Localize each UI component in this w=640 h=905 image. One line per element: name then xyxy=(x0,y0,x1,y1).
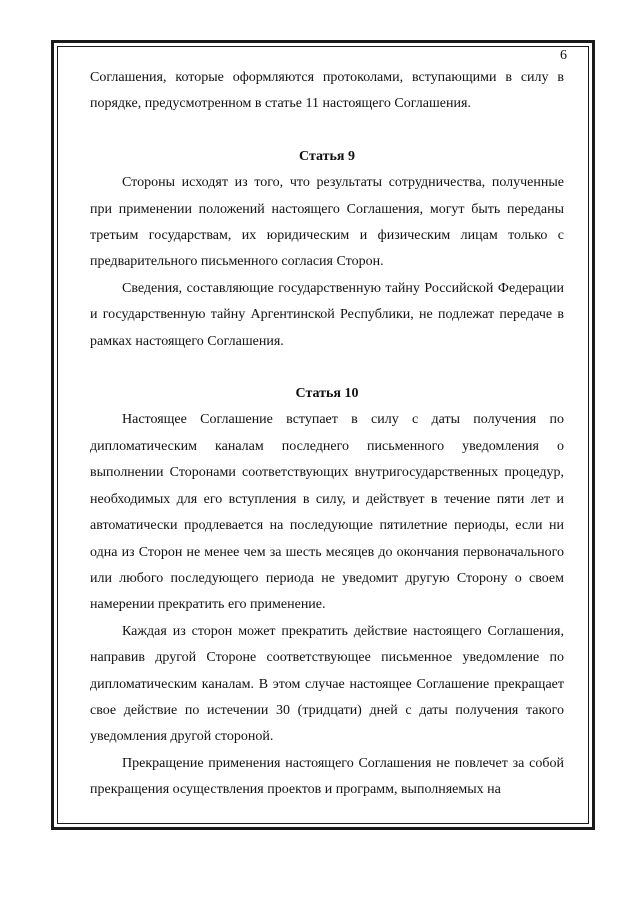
article-9-paragraph: Стороны исходят из того, что результаты сотрудничества, полученные при применении положений настоящего Соглашения, могут быть переданы третьим государствам, их юридическим и физическим лицам только с предварительного письменного согласия Сторон. xyxy=(90,175,564,270)
article-9-paragraph: Сведения, составляющие государственную тайну Российской Федерации и государственную тайну Аргентинской Республики, не подлежат передаче в рамках настоящего Соглашения. xyxy=(90,280,564,349)
continuation-paragraph: Соглашения, которые оформляются протоколами, вступающими в силу в порядке, предусмотренном в статье 11 настоящего Соглашения. xyxy=(90,70,564,112)
page-number: 6 xyxy=(560,48,567,63)
article-10-paragraph: Каждая из сторон может прекратить действие настоящего Соглашения, направив другой Стороне соответствующее письменное уведомление по дипломатическим каналам. В этом случае настоящее Соглашение прекращает свое действие по истечении 30 (тридцати) дней с даты получения такого уведомления другой стороной. xyxy=(90,623,564,745)
article-10-paragraph: Прекращение применения настоящего Соглашения не повлечет за собой прекращения осуществления проектов и программ, выполняемых на xyxy=(90,755,564,798)
article-10-paragraph: Настоящее Соглашение вступает в силу с даты получения по дипломатическим каналам последнего письменного уведомления о выполнении Сторонами соответствующих внутригосударственных процедур, необходимых для его вступления в силу, и действует в течение пяти лет и автоматически продлевается на последующие пятилетние периоды, если ни одна из Сторон не менее чем за шесть месяцев до окончания первоначального или любого последующего периода не уведомит другую Сторону о своем намерении прекратить его применение. xyxy=(90,412,564,613)
article-9-heading: Статья 9 xyxy=(299,148,355,164)
article-10-heading: Статья 10 xyxy=(295,386,359,402)
document-body xyxy=(90,65,564,804)
